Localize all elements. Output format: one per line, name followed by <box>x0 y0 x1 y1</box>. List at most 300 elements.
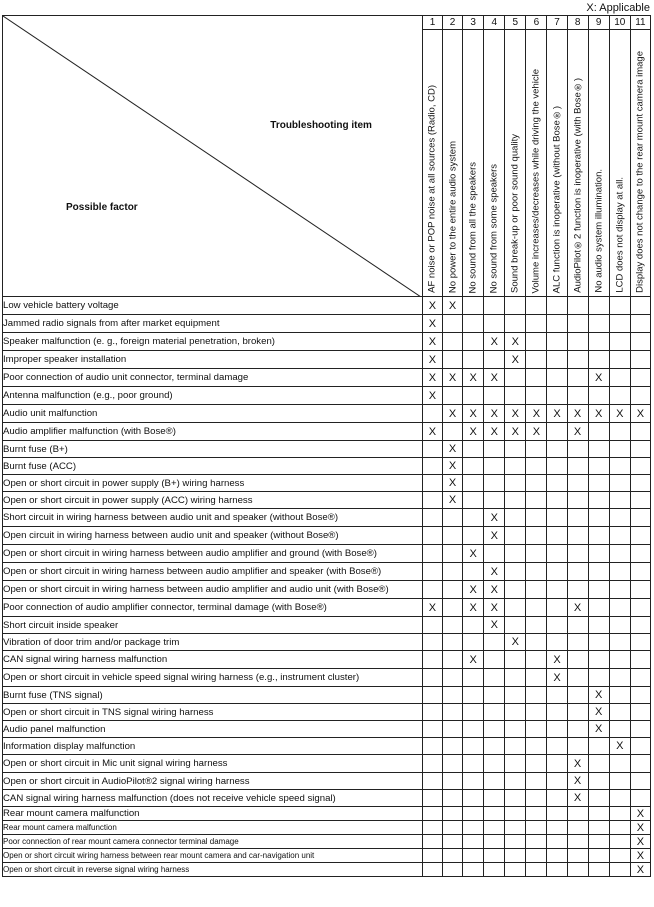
applicability-cell <box>526 821 547 835</box>
applicability-cell <box>630 527 650 545</box>
applicability-cell <box>609 563 630 581</box>
applicability-cell <box>630 669 650 687</box>
applicability-cell <box>526 545 547 563</box>
applicability-cell <box>484 651 505 669</box>
applicability-cell <box>484 704 505 721</box>
applicability-cell <box>422 458 442 475</box>
applicability-cell <box>567 563 588 581</box>
applicability-cell <box>630 545 650 563</box>
column-header-label: No audio system illumination. <box>593 169 605 293</box>
table-row <box>3 527 651 545</box>
applicability-cell <box>588 651 609 669</box>
applicability-cell <box>588 509 609 527</box>
column-header <box>567 30 588 297</box>
applicability-cell <box>609 755 630 773</box>
applicability-cell <box>526 475 547 492</box>
applicability-cell <box>547 687 567 704</box>
applicability-cell <box>588 333 609 351</box>
applicability-cell <box>630 369 650 387</box>
possible-factor-cell: Open or short circuit in reverse signal wiring harness <box>3 863 423 877</box>
applicability-cell: X <box>630 835 650 849</box>
possible-factor-cell: Poor connection of audio unit connector, terminal damage <box>3 369 423 387</box>
applicability-cell <box>547 297 567 315</box>
possible-factor-cell: Audio unit malfunction <box>3 405 423 423</box>
applicability-cell: X <box>630 807 650 821</box>
applicability-cell <box>609 687 630 704</box>
applicability-cell <box>443 387 463 405</box>
applicability-cell <box>526 527 547 545</box>
applicability-cell <box>422 441 442 458</box>
applicability-cell <box>588 669 609 687</box>
applicability-cell <box>547 545 567 563</box>
applicability-cell <box>609 333 630 351</box>
possible-factor-cell: Audio panel malfunction <box>3 721 423 738</box>
applicability-cell: X <box>443 405 463 423</box>
applicability-cell <box>630 755 650 773</box>
applicability-cell <box>463 835 484 849</box>
applicability-cell <box>567 821 588 835</box>
applicability-cell <box>630 423 650 441</box>
applicability-cell <box>609 509 630 527</box>
applicability-cell <box>547 773 567 790</box>
applicability-cell <box>547 509 567 527</box>
column-number: 10 <box>609 16 630 30</box>
possible-factor-cell: CAN signal wiring harness malfunction <box>3 651 423 669</box>
applicability-cell <box>547 351 567 369</box>
possible-factor-cell: Speaker malfunction (e. g., foreign material penetration, broken) <box>3 333 423 351</box>
applicability-cell <box>422 821 442 835</box>
column-number: 4 <box>484 16 505 30</box>
applicability-cell <box>609 651 630 669</box>
troubleshooting-table <box>2 15 651 877</box>
applicability-cell: X <box>630 821 650 835</box>
troubleshooting-item-label: Troubleshooting item <box>270 120 372 131</box>
applicability-cell <box>463 821 484 835</box>
column-header <box>609 30 630 297</box>
applicability-cell: X <box>463 581 484 599</box>
column-header-label: No sound from all the speakers <box>467 161 479 293</box>
applicability-cell <box>505 773 526 790</box>
applicability-cell <box>484 863 505 877</box>
applicability-cell: X <box>526 405 547 423</box>
table-row <box>3 738 651 755</box>
applicability-cell <box>609 315 630 333</box>
possible-factor-cell: Open or short circuit in wiring harness between audio amplifier and ground (with Bose®) <box>3 545 423 563</box>
table-row <box>3 563 651 581</box>
applicability-cell <box>526 617 547 634</box>
applicability-cell <box>630 351 650 369</box>
applicability-cell <box>588 634 609 651</box>
applicability-cell <box>443 669 463 687</box>
applicability-cell <box>609 669 630 687</box>
applicability-cell: X <box>630 849 650 863</box>
applicability-cell <box>547 527 567 545</box>
applicability-cell <box>547 634 567 651</box>
applicability-cell: X <box>443 297 463 315</box>
applicability-cell <box>588 458 609 475</box>
applicability-cell <box>630 617 650 634</box>
applicability-cell <box>547 835 567 849</box>
applicability-cell <box>609 492 630 509</box>
possible-factor-cell: Improper speaker installation <box>3 351 423 369</box>
applicability-cell: X <box>463 369 484 387</box>
applicability-cell <box>484 441 505 458</box>
applicability-cell <box>547 581 567 599</box>
column-header-label: AF noise or POP noise at all sources (Radio, CD) <box>426 85 438 293</box>
applicability-cell: X <box>505 333 526 351</box>
applicability-cell <box>547 458 567 475</box>
possible-factor-cell: Open or short circuit in power supply (B+) wiring harness <box>3 475 423 492</box>
column-header <box>547 30 567 297</box>
table-row <box>3 773 651 790</box>
column-number: 3 <box>463 16 484 30</box>
applicability-cell: X <box>630 863 650 877</box>
applicability-cell <box>484 315 505 333</box>
applicability-cell <box>443 863 463 877</box>
applicability-cell <box>567 297 588 315</box>
applicability-cell <box>630 687 650 704</box>
applicability-cell <box>609 617 630 634</box>
applicability-cell: X <box>505 351 526 369</box>
possible-factor-cell: Poor connection of audio amplifier connector, terminal damage (with Bose®) <box>3 599 423 617</box>
applicability-cell: X <box>484 369 505 387</box>
applicability-cell <box>526 849 547 863</box>
applicability-cell <box>630 475 650 492</box>
applicability-cell <box>588 423 609 441</box>
applicability-cell <box>609 351 630 369</box>
applicability-cell <box>443 738 463 755</box>
applicability-cell <box>526 651 547 669</box>
applicability-cell: X <box>567 773 588 790</box>
applicability-cell <box>443 423 463 441</box>
applicability-cell <box>567 315 588 333</box>
column-header-label: Volume increases/decreases while driving the vehicle <box>530 68 542 293</box>
table-row <box>3 669 651 687</box>
applicability-cell <box>422 651 442 669</box>
applicability-cell <box>609 387 630 405</box>
applicability-cell: X <box>505 634 526 651</box>
applicability-cell <box>609 790 630 807</box>
applicability-cell <box>567 492 588 509</box>
applicability-cell <box>567 369 588 387</box>
applicability-cell: X <box>547 669 567 687</box>
applicability-cell <box>422 807 442 821</box>
applicability-cell <box>630 458 650 475</box>
column-number: 9 <box>588 16 609 30</box>
applicability-cell <box>547 475 567 492</box>
column-header <box>588 30 609 297</box>
applicability-cell <box>526 369 547 387</box>
applicability-cell <box>567 807 588 821</box>
applicability-cell: X <box>567 790 588 807</box>
applicability-cell <box>609 423 630 441</box>
applicability-cell <box>547 369 567 387</box>
applicability-cell <box>505 849 526 863</box>
possible-factor-cell: Burnt fuse (ACC) <box>3 458 423 475</box>
applicability-cell <box>484 669 505 687</box>
applicability-cell <box>567 617 588 634</box>
applicability-cell <box>547 790 567 807</box>
corner-diagonal <box>3 16 421 297</box>
applicability-cell <box>547 821 567 835</box>
applicability-cell <box>526 669 547 687</box>
column-header-label: Sound break-up or poor sound quality <box>509 134 521 293</box>
column-header <box>630 30 650 297</box>
possible-factor-cell: Open or short circuit in TNS signal wiring harness <box>3 704 423 721</box>
applicability-cell: X <box>443 369 463 387</box>
applicability-cell <box>588 475 609 492</box>
applicability-cell <box>609 297 630 315</box>
applicability-cell <box>463 617 484 634</box>
applicability-cell: X <box>422 387 442 405</box>
applicability-cell <box>588 835 609 849</box>
applicability-cell <box>609 849 630 863</box>
applicability-cell <box>463 849 484 863</box>
applicability-cell: X <box>588 405 609 423</box>
applicability-cell: X <box>547 651 567 669</box>
applicability-cell <box>609 599 630 617</box>
applicability-cell <box>588 807 609 821</box>
applicability-cell <box>463 458 484 475</box>
applicability-cell: X <box>609 738 630 755</box>
applicability-cell <box>505 687 526 704</box>
applicability-cell <box>630 634 650 651</box>
applicability-cell <box>505 863 526 877</box>
applicability-cell: X <box>526 423 547 441</box>
applicability-cell <box>443 581 463 599</box>
applicability-cell: X <box>588 369 609 387</box>
applicability-cell <box>609 807 630 821</box>
table-row <box>3 333 651 351</box>
applicability-cell <box>630 738 650 755</box>
applicability-cell <box>630 773 650 790</box>
applicability-cell <box>422 863 442 877</box>
corner-header <box>3 16 423 297</box>
applicability-cell <box>422 492 442 509</box>
table-row <box>3 297 651 315</box>
applicability-cell <box>484 738 505 755</box>
possible-factor-cell: Jammed radio signals from after market equipment <box>3 315 423 333</box>
applicability-cell: X <box>484 563 505 581</box>
applicability-cell <box>567 863 588 877</box>
applicability-cell <box>630 563 650 581</box>
applicability-cell <box>443 687 463 704</box>
table-row <box>3 790 651 807</box>
table-row <box>3 617 651 634</box>
table-row <box>3 849 651 863</box>
applicability-cell: X <box>588 704 609 721</box>
applicability-cell <box>505 738 526 755</box>
applicability-cell <box>484 721 505 738</box>
applicability-cell <box>484 807 505 821</box>
applicability-cell <box>526 863 547 877</box>
applicability-cell <box>609 527 630 545</box>
applicability-cell <box>443 790 463 807</box>
applicability-cell <box>526 790 547 807</box>
applicability-cell <box>463 527 484 545</box>
applicability-cell <box>526 599 547 617</box>
applicability-cell <box>526 581 547 599</box>
applicability-cell <box>463 297 484 315</box>
possible-factor-cell: Open or short circuit in power supply (ACC) wiring harness <box>3 492 423 509</box>
applicability-cell <box>463 790 484 807</box>
applicability-cell <box>422 509 442 527</box>
possible-factor-cell: Audio amplifier malfunction (with Bose®) <box>3 423 423 441</box>
possible-factor-cell: Open or short circuit in vehicle speed signal wiring harness (e.g., instrument cluster) <box>3 669 423 687</box>
applicability-cell <box>526 297 547 315</box>
possible-factor-cell: Burnt fuse (TNS signal) <box>3 687 423 704</box>
applicability-cell <box>463 351 484 369</box>
table-row <box>3 821 651 835</box>
applicability-cell <box>588 545 609 563</box>
applicability-cell: X <box>443 492 463 509</box>
column-header <box>484 30 505 297</box>
applicability-cell <box>443 351 463 369</box>
applicability-cell <box>547 863 567 877</box>
applicability-cell <box>630 315 650 333</box>
possible-factor-cell: Information display malfunction <box>3 738 423 755</box>
applicability-cell <box>443 849 463 863</box>
applicability-cell <box>630 599 650 617</box>
applicability-cell <box>422 545 442 563</box>
applicability-cell <box>505 492 526 509</box>
applicability-cell <box>547 807 567 821</box>
possible-factor-cell: Antenna malfunction (e.g., poor ground) <box>3 387 423 405</box>
applicability-cell <box>422 738 442 755</box>
applicability-cell <box>567 441 588 458</box>
applicability-cell <box>463 509 484 527</box>
column-number: 2 <box>443 16 463 30</box>
applicability-cell: X <box>484 599 505 617</box>
applicability-cell <box>484 790 505 807</box>
table-row <box>3 807 651 821</box>
applicability-cell <box>609 863 630 877</box>
applicability-cell <box>505 297 526 315</box>
applicability-cell <box>463 721 484 738</box>
applicability-cell: X <box>463 651 484 669</box>
applicability-cell <box>526 773 547 790</box>
applicability-cell <box>588 755 609 773</box>
applicability-cell <box>547 563 567 581</box>
applicability-cell <box>484 821 505 835</box>
applicability-cell <box>422 835 442 849</box>
applicability-cell <box>609 773 630 790</box>
applicability-cell <box>567 545 588 563</box>
applicability-cell <box>526 333 547 351</box>
applicability-cell <box>422 527 442 545</box>
applicability-cell <box>547 423 567 441</box>
applicability-cell <box>463 387 484 405</box>
possible-factor-cell: Open or short circuit wiring harness between rear mount camera and car-navigation unit <box>3 849 423 863</box>
applicability-cell <box>463 441 484 458</box>
column-number: 1 <box>422 16 442 30</box>
applicability-cell: X <box>422 297 442 315</box>
applicability-cell <box>526 441 547 458</box>
possible-factor-cell: Low vehicle battery voltage <box>3 297 423 315</box>
table-row <box>3 405 651 423</box>
applicability-cell: X <box>422 423 442 441</box>
possible-factor-cell: Open circuit in wiring harness between audio unit and speaker (without Bose®) <box>3 527 423 545</box>
applicability-cell <box>630 387 650 405</box>
applicability-cell: X <box>443 458 463 475</box>
applicability-cell: X <box>505 405 526 423</box>
applicability-cell <box>422 790 442 807</box>
applicability-cell: X <box>567 599 588 617</box>
applicability-cell <box>567 651 588 669</box>
applicability-cell <box>588 563 609 581</box>
table-row <box>3 721 651 738</box>
applicability-cell <box>630 651 650 669</box>
applicability-cell <box>443 721 463 738</box>
applicability-cell <box>505 755 526 773</box>
applicability-cell: X <box>463 405 484 423</box>
table-row <box>3 369 651 387</box>
applicability-cell <box>443 821 463 835</box>
applicability-cell <box>547 755 567 773</box>
applicability-cell <box>463 669 484 687</box>
applicability-cell <box>443 773 463 790</box>
possible-factor-cell: Open or short circuit in wiring harness between audio amplifier and speaker (with Bose®) <box>3 563 423 581</box>
applicability-cell <box>547 617 567 634</box>
applicability-cell <box>567 849 588 863</box>
table-row <box>3 387 651 405</box>
applicability-cell <box>422 704 442 721</box>
possible-factor-cell: Poor connection of rear mount camera connector terminal damage <box>3 835 423 849</box>
applicability-cell <box>443 545 463 563</box>
applicability-cell <box>505 807 526 821</box>
applicability-cell: X <box>484 527 505 545</box>
applicability-cell <box>547 849 567 863</box>
applicability-cell <box>567 669 588 687</box>
applicability-cell <box>443 527 463 545</box>
applicability-cell <box>505 369 526 387</box>
applicability-cell: X <box>547 405 567 423</box>
applicability-cell <box>443 315 463 333</box>
applicability-cell: X <box>422 333 442 351</box>
applicability-cell <box>505 509 526 527</box>
applicability-cell <box>463 755 484 773</box>
table-row <box>3 581 651 599</box>
table-row <box>3 351 651 369</box>
applicability-cell <box>609 458 630 475</box>
applicability-cell <box>484 634 505 651</box>
applicability-cell <box>505 790 526 807</box>
applicability-cell <box>443 835 463 849</box>
applicability-cell <box>484 492 505 509</box>
applicability-cell <box>505 599 526 617</box>
possible-factor-cell: Open or short circuit in AudioPilot®2 signal wiring harness <box>3 773 423 790</box>
applicability-cell <box>547 315 567 333</box>
applicability-cell: X <box>422 315 442 333</box>
applicability-cell <box>526 351 547 369</box>
applicability-cell <box>567 835 588 849</box>
column-header <box>505 30 526 297</box>
applicability-cell <box>609 369 630 387</box>
applicability-cell <box>422 721 442 738</box>
applicability-cell: X <box>422 351 442 369</box>
applicability-cell <box>463 333 484 351</box>
applicability-cell <box>526 835 547 849</box>
applicability-cell <box>609 821 630 835</box>
applicability-cell <box>484 773 505 790</box>
applicability-cell <box>567 351 588 369</box>
applicability-cell <box>484 835 505 849</box>
applicability-cell <box>463 634 484 651</box>
applicability-cell <box>588 617 609 634</box>
applicability-cell <box>588 863 609 877</box>
applicability-cell <box>422 634 442 651</box>
applicability-cell <box>505 527 526 545</box>
